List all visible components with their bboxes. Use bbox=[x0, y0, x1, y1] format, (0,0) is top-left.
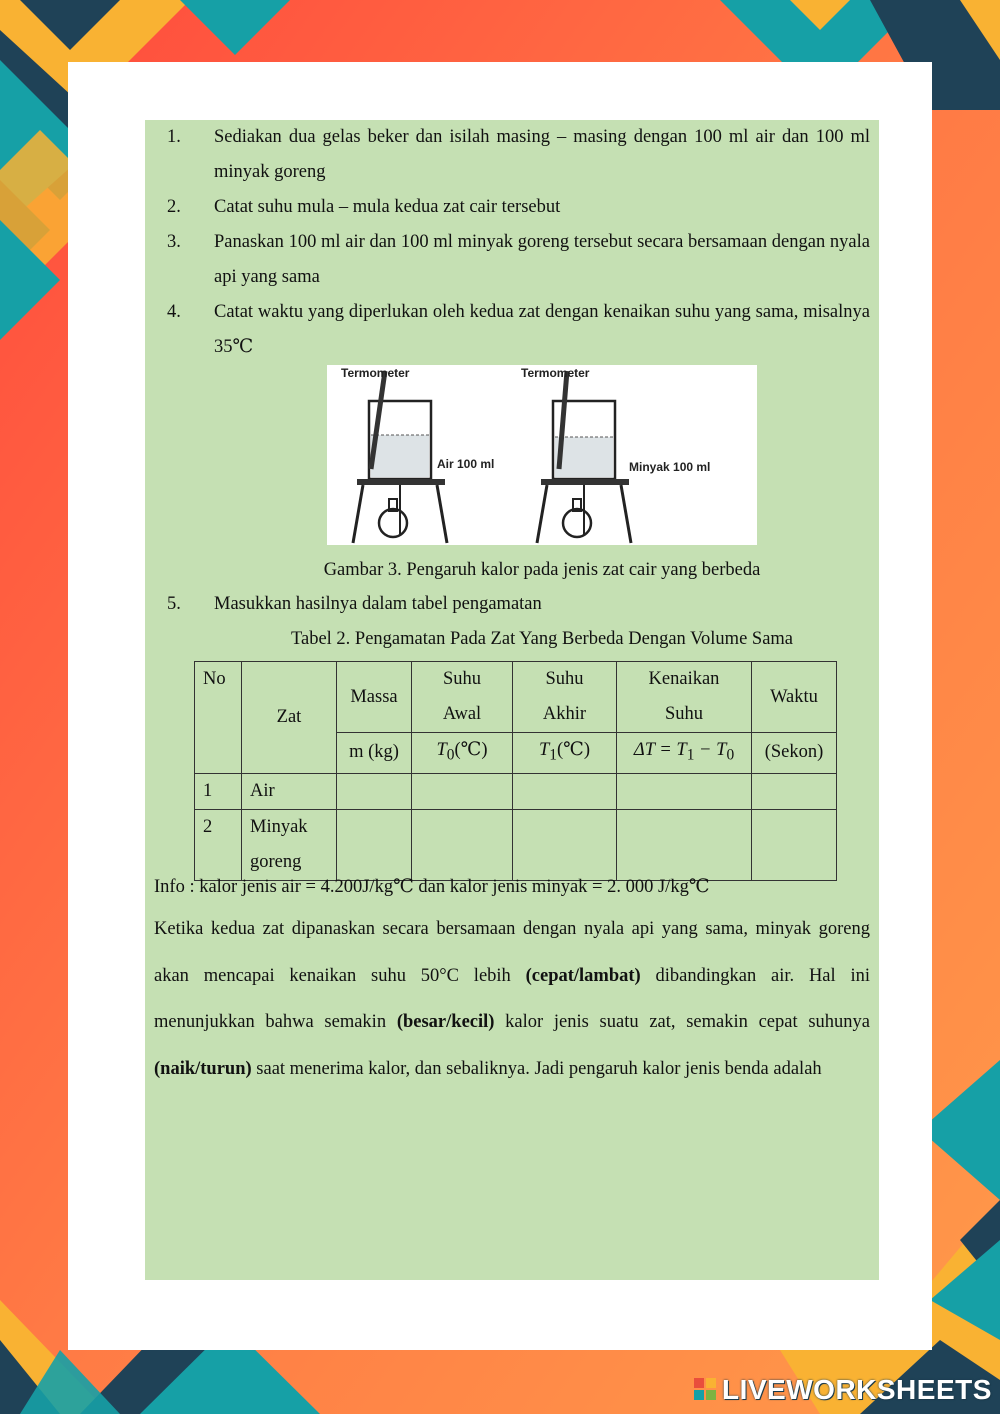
cell-input-massa[interactable] bbox=[337, 809, 412, 880]
table-row bbox=[195, 773, 837, 809]
logo-mark-icon bbox=[694, 1378, 718, 1402]
figure-label: Termometer bbox=[341, 366, 410, 380]
logo-text: LIVEWORKSHEETS bbox=[722, 1374, 992, 1405]
observation-table bbox=[194, 661, 837, 881]
worksheet-content bbox=[145, 120, 879, 1280]
choice-naik-turun: (naik/turun) bbox=[154, 1058, 252, 1079]
cell-input-delta-t[interactable] bbox=[617, 809, 752, 880]
burner-left bbox=[379, 509, 407, 537]
liveworksheets-logo bbox=[694, 1374, 992, 1406]
figure-label: Air 100 ml bbox=[437, 457, 495, 471]
cell-input-t0[interactable] bbox=[412, 809, 513, 880]
cell-input-t0[interactable] bbox=[412, 773, 513, 809]
cell-input-t1[interactable] bbox=[513, 773, 617, 809]
step-number: 2. bbox=[167, 197, 181, 217]
figure-label: Termometer bbox=[521, 366, 590, 380]
step-number: 5. bbox=[167, 594, 181, 614]
header-no: No bbox=[195, 662, 242, 774]
header-zat: Zat bbox=[242, 662, 337, 774]
conclusion-paragraph: Ketika kedua zat dipanaskan secara bersamaan dengan nyala api yang sama, minyak goreng akan mencapai kenaikan suhu 50°C lebih (cepat/lambat) dibandingkan air. Hal ini menunjukkan bahwa semakin (besar/kecil) kalor jenis suatu zat, semakin cepat suhunya (naik/turun) saat menerima kalor, dan sebaliknya. Jadi pengaruh kalor jenis benda adalah bbox=[154, 919, 871, 1079]
table-header-row bbox=[195, 662, 837, 733]
header-kenaikan-suhu: Kenaikan Suhu bbox=[617, 662, 752, 733]
info-text: Info : kalor jenis air = 4.200J/kg℃ dan kalor jenis minyak = 2. 000 J/kg℃ bbox=[154, 877, 710, 897]
choice-cepat-lambat: (cepat/lambat) bbox=[525, 965, 641, 986]
water-liquid bbox=[371, 435, 429, 477]
oil-beaker-setup bbox=[521, 366, 710, 543]
step-text: Masukkan hasilnya dalam tabel pengamatan bbox=[214, 594, 542, 614]
figure-caption: Gambar 3. Pengaruh kalor pada jenis zat cair yang berbeda bbox=[323, 560, 761, 580]
step-number: 4. bbox=[167, 302, 181, 322]
unit-massa: m (kg) bbox=[337, 733, 412, 774]
unit-t0: $T_0(℃)$ bbox=[412, 733, 513, 774]
unit-waktu: (Sekon) bbox=[752, 733, 837, 774]
step-text: Catat waktu yang diperlukan oleh kedua zat dengan kenaikan suhu yang sama, misalnya 35℃ bbox=[214, 302, 870, 357]
oil-liquid bbox=[555, 437, 613, 477]
water-beaker-setup bbox=[341, 366, 494, 543]
step-text: Catat suhu mula – mula kedua zat cair tersebut bbox=[214, 197, 561, 217]
choice-besar-kecil: (besar/kecil) bbox=[396, 1012, 495, 1032]
header-suhu-awal: Suhu Awal bbox=[412, 662, 513, 733]
step-number: 1. bbox=[167, 127, 181, 147]
cell-zat: Minyak goreng bbox=[242, 809, 337, 880]
cell-input-waktu[interactable] bbox=[752, 809, 837, 880]
cell-input-delta-t[interactable] bbox=[617, 773, 752, 809]
cell-no: 2 bbox=[195, 809, 242, 880]
experiment-figure bbox=[327, 365, 757, 545]
table-row bbox=[195, 809, 837, 880]
cell-input-t1[interactable] bbox=[513, 809, 617, 880]
beaker-illustration bbox=[327, 365, 757, 545]
step-text: Sediakan dua gelas beker dan isilah masing – masing dengan 100 ml air dan 100 ml minyak goreng bbox=[214, 127, 870, 182]
table-title: Tabel 2. Pengamatan Pada Zat Yang Berbeda Dengan Volume Sama bbox=[290, 629, 794, 649]
step-text: Panaskan 100 ml air dan 100 ml minyak goreng tersebut secara bersamaan dengan nyala api yang sama bbox=[214, 232, 870, 287]
cell-no: 1 bbox=[195, 773, 242, 809]
header-massa: Massa bbox=[337, 662, 412, 733]
burner-right bbox=[563, 509, 591, 537]
unit-t1: $T_1(℃)$ bbox=[513, 733, 617, 774]
header-waktu: Waktu bbox=[752, 662, 837, 733]
header-suhu-akhir: Suhu Akhir bbox=[513, 662, 617, 733]
unit-delta-t: $\Delta T = T_1 - T_0$ bbox=[617, 733, 752, 774]
figure-label: Minyak 100 ml bbox=[629, 460, 711, 474]
cell-input-waktu[interactable] bbox=[752, 773, 837, 809]
cell-input-massa[interactable] bbox=[337, 773, 412, 809]
cell-zat: Air bbox=[242, 773, 337, 809]
step-number: 3. bbox=[167, 232, 181, 252]
